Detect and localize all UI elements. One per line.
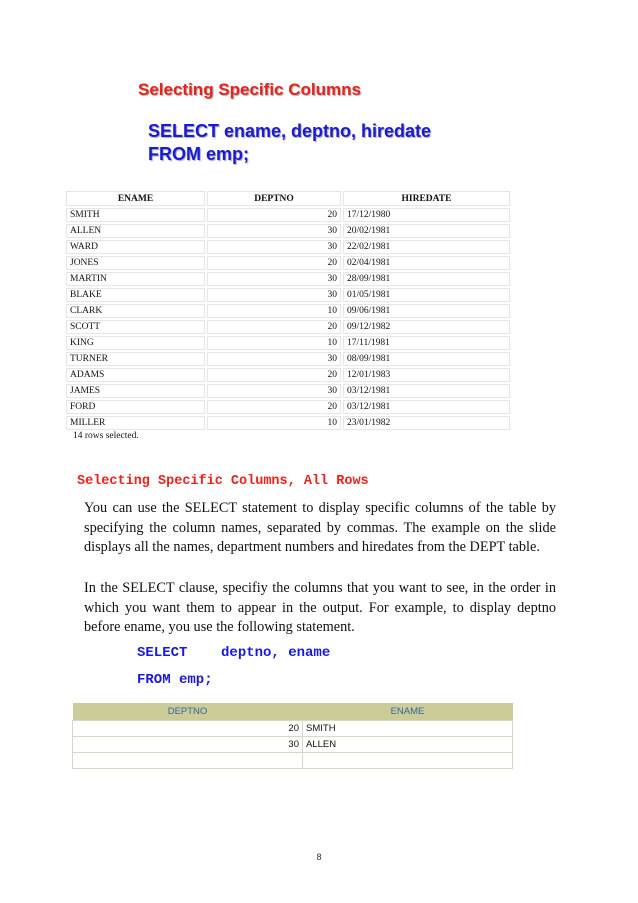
cell-hiredate: 17/11/1981 xyxy=(343,336,510,350)
table-row xyxy=(73,721,513,737)
cell-deptno xyxy=(73,753,303,769)
table-header-row xyxy=(73,703,513,721)
cell-ename: CLARK xyxy=(66,304,205,318)
sql-example xyxy=(148,120,431,166)
col-header-deptno: DEPTNO xyxy=(73,703,303,721)
cell-deptno: 10 xyxy=(207,336,341,350)
cell-hiredate: 02/04/1981 xyxy=(343,256,510,270)
cell-ename: ALLEN xyxy=(66,224,205,238)
cell-ename xyxy=(303,753,513,769)
cell-deptno: 30 xyxy=(207,288,341,302)
table-row xyxy=(66,288,510,302)
dept-result-table xyxy=(72,703,513,769)
cell-deptno: 20 xyxy=(73,721,303,737)
cell-hiredate: 12/01/1983 xyxy=(343,368,510,382)
cell-deptno: 30 xyxy=(207,352,341,366)
cell-ename: JAMES xyxy=(66,384,205,398)
cell-deptno: 10 xyxy=(207,304,341,318)
cell-hiredate: 28/09/1981 xyxy=(343,272,510,286)
table-row xyxy=(73,753,513,769)
col-header-ename: ENAME xyxy=(303,703,513,721)
col-header-hiredate: HIREDATE xyxy=(343,191,510,206)
cell-deptno: 20 xyxy=(207,320,341,334)
table-row xyxy=(73,737,513,753)
cell-deptno: 20 xyxy=(207,256,341,270)
table-row xyxy=(66,320,510,334)
cell-hiredate: 23/01/1982 xyxy=(343,416,510,430)
table-row xyxy=(66,240,510,254)
table-row xyxy=(66,272,510,286)
rows-selected-note: 14 rows selected. xyxy=(73,431,139,441)
cell-hiredate: 01/05/1981 xyxy=(343,288,510,302)
page-title: Selecting Specific Columns xyxy=(138,80,361,99)
cell-ename: TURNER xyxy=(66,352,205,366)
page-number: 8 xyxy=(316,852,322,862)
cell-ename: ALLEN xyxy=(303,737,513,753)
cell-deptno: 30 xyxy=(207,272,341,286)
cell-hiredate: 17/12/1980 xyxy=(343,208,510,222)
cell-deptno: 30 xyxy=(73,737,303,753)
cell-ename: JONES xyxy=(66,256,205,270)
table-row xyxy=(66,304,510,318)
table-row xyxy=(66,368,510,382)
cell-hiredate: 09/06/1981 xyxy=(343,304,510,318)
cell-deptno: 30 xyxy=(207,224,341,238)
table-row xyxy=(66,416,510,430)
emp-result-table xyxy=(64,189,512,432)
cell-deptno: 10 xyxy=(207,416,341,430)
cell-hiredate: 08/09/1981 xyxy=(343,352,510,366)
cell-ename: KING xyxy=(66,336,205,350)
code-line: SELECT deptno, ename xyxy=(137,645,331,661)
table-row xyxy=(66,208,510,222)
cell-ename: ADAMS xyxy=(66,368,205,382)
table-row xyxy=(66,224,510,238)
cell-deptno: 20 xyxy=(207,208,341,222)
cell-hiredate: 20/02/1981 xyxy=(343,224,510,238)
code-line: FROM emp; xyxy=(137,672,213,688)
cell-deptno: 30 xyxy=(207,384,341,398)
cell-hiredate: 22/02/1981 xyxy=(343,240,510,254)
cell-ename: SMITH xyxy=(303,721,513,737)
cell-deptno: 20 xyxy=(207,400,341,414)
paragraph: In the SELECT clause, specifiy the columns that you want to see, in the order in which you want them to appear in the output. For example, to display deptno before ename, you use the following statement. xyxy=(84,580,556,635)
cell-ename: MILLER xyxy=(66,416,205,430)
cell-hiredate: 03/12/1981 xyxy=(343,384,510,398)
table-row xyxy=(66,384,510,398)
cell-ename: SCOTT xyxy=(66,320,205,334)
cell-ename: MARTIN xyxy=(66,272,205,286)
col-header-ename: ENAME xyxy=(66,191,205,206)
paragraph: You can use the SELECT statement to display specific columns of the table by specifying the column names, separated by commas. The example on the slide displays all the names, department numbers and hiredates from the DEPT table. xyxy=(84,500,556,555)
cell-ename: WARD xyxy=(66,240,205,254)
cell-ename: SMITH xyxy=(66,208,205,222)
cell-ename: FORD xyxy=(66,400,205,414)
sql-line: FROM emp; xyxy=(148,144,249,164)
cell-deptno: 20 xyxy=(207,368,341,382)
sql-line: SELECT ename, deptno, hiredate xyxy=(148,121,432,141)
table-row xyxy=(66,400,510,414)
cell-ename: BLAKE xyxy=(66,288,205,302)
cell-hiredate: 03/12/1981 xyxy=(343,400,510,414)
table-header-row xyxy=(66,191,510,206)
table-row xyxy=(66,352,510,366)
cell-deptno: 30 xyxy=(207,240,341,254)
cell-hiredate: 09/12/1982 xyxy=(343,320,510,334)
col-header-deptno: DEPTNO xyxy=(207,191,341,206)
section-heading: Selecting Specific Columns, All Rows xyxy=(77,474,369,489)
table-row xyxy=(66,256,510,270)
table-row xyxy=(66,336,510,350)
